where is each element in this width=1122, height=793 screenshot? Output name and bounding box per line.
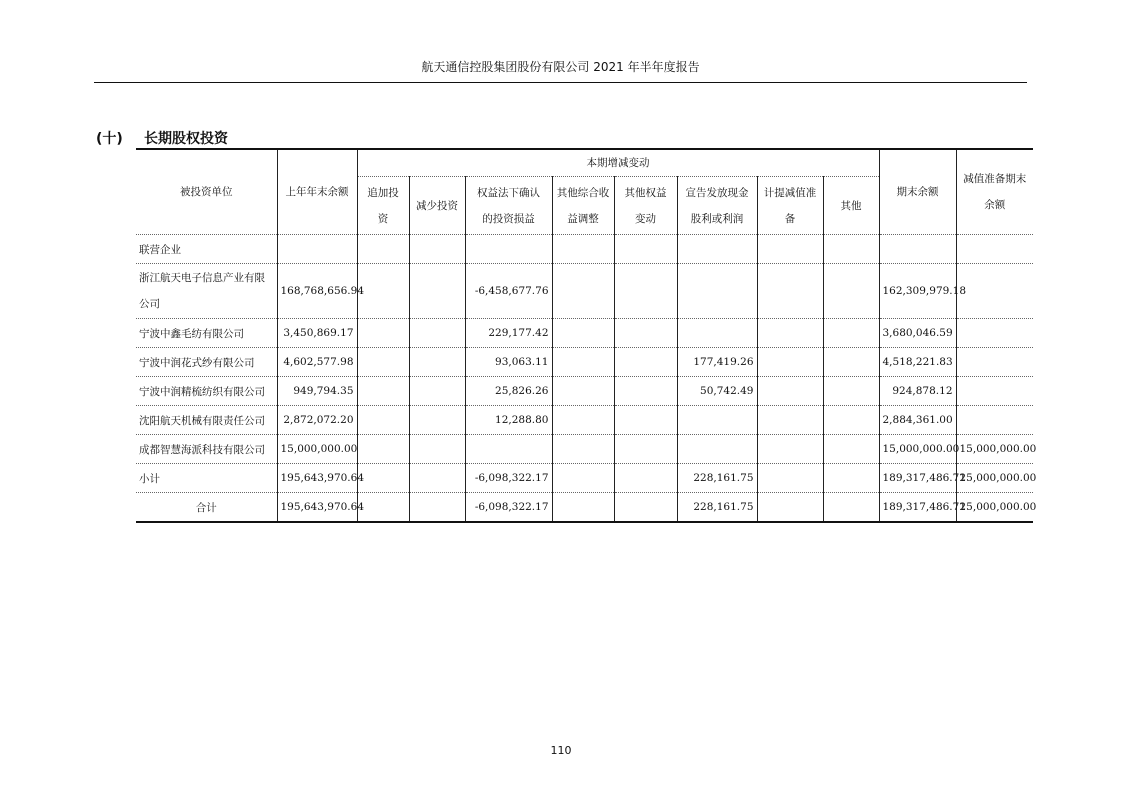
equity-method-income: 229,177.42 [465, 319, 552, 348]
closing-balance: 3,680,046.59 [879, 319, 956, 348]
table-row [136, 319, 1033, 348]
impairment-end [956, 264, 1033, 319]
table-row [136, 406, 1033, 435]
opening-balance: 949,794.35 [277, 377, 357, 406]
col-header-add-investment: 追加投 资 [357, 177, 409, 235]
subtotal-row [136, 464, 1033, 493]
impairment-end: 15,000,000.00 [956, 435, 1033, 464]
closing-balance: 924,878.12 [879, 377, 956, 406]
col-header-opening: 上年年末余额 [277, 149, 357, 235]
equity-method-income [465, 435, 552, 464]
table-row [136, 348, 1033, 377]
opening-balance: 3,450,869.17 [277, 319, 357, 348]
total-opening: 195,643,970.64 [277, 493, 357, 523]
page-number: 110 [550, 744, 572, 757]
investee-name: 宁波中润花式纱有限公司 [136, 348, 277, 377]
equity-investment-table [136, 148, 1037, 523]
total-equity-method-income: -6,098,322.17 [465, 493, 552, 523]
col-header-oci: 其他综合收 益调整 [552, 177, 614, 235]
subtotal-equity-method-income: -6,098,322.17 [465, 464, 552, 493]
subtotal-impairment-end: 15,000,000.00 [956, 464, 1033, 493]
table-row [136, 435, 1033, 464]
dividend [677, 406, 757, 435]
category-row [136, 235, 1033, 264]
col-header-impairment: 计提减值准 备 [757, 177, 823, 235]
opening-balance: 2,872,072.20 [277, 406, 357, 435]
impairment-end [956, 348, 1033, 377]
investee-name: 沈阳航天机械有限责任公司 [136, 406, 277, 435]
col-header-other: 其他 [823, 177, 879, 235]
group-header-changes: 本期增减变动 [357, 149, 879, 177]
opening-balance: 4,602,577.98 [277, 348, 357, 377]
investee-name: 宁波中鑫毛纺有限公司 [136, 319, 277, 348]
col-header-reduce-investment: 减少投资 [409, 177, 465, 235]
page-header [94, 56, 1027, 83]
dividend [677, 319, 757, 348]
dividend [677, 435, 757, 464]
subtotal-closing: 189,317,486.72 [879, 464, 956, 493]
total-label: 合计 [136, 493, 277, 523]
dividend: 50,742.49 [677, 377, 757, 406]
dividend [677, 264, 757, 319]
impairment-end [956, 319, 1033, 348]
col-header-impairment-end: 减值准备期末 余额 [956, 149, 1033, 235]
category-label: 联营企业 [136, 235, 277, 264]
investee-name: 宁波中润精梳纺织有限公司 [136, 377, 277, 406]
section-number: (十) [96, 131, 123, 147]
investee-name: 成都智慧海派科技有限公司 [136, 435, 277, 464]
dividend: 177,419.26 [677, 348, 757, 377]
total-row [136, 493, 1033, 523]
investee-name: 浙江航天电子信息产业有限 公司 [136, 264, 277, 319]
table-header-row-1 [136, 149, 1033, 177]
report-title: 航天通信控股集团股份有限公司 2021 年半年度报告 [421, 60, 700, 74]
total-dividend: 228,161.75 [677, 493, 757, 523]
impairment-end [956, 406, 1033, 435]
equity-method-income: -6,458,677.76 [465, 264, 552, 319]
col-header-other-equity: 其他权益 变动 [614, 177, 677, 235]
equity-method-income: 25,826.26 [465, 377, 552, 406]
col-header-equity-method: 权益法下确认 的投资损益 [465, 177, 552, 235]
table-row [136, 264, 1033, 319]
closing-balance: 162,309,979.18 [879, 264, 956, 319]
col-header-closing: 期末余额 [879, 149, 956, 235]
table-row [136, 377, 1033, 406]
section-title [96, 128, 228, 148]
total-impairment-end: 15,000,000.00 [956, 493, 1033, 523]
equity-method-income: 12,288.80 [465, 406, 552, 435]
closing-balance: 4,518,221.83 [879, 348, 956, 377]
subtotal-dividend: 228,161.75 [677, 464, 757, 493]
equity-method-income: 93,063.11 [465, 348, 552, 377]
subtotal-label: 小计 [136, 464, 277, 493]
col-header-dividend: 宣告发放现金 股利或利润 [677, 177, 757, 235]
closing-balance: 15,000,000.00 [879, 435, 956, 464]
impairment-end [956, 377, 1033, 406]
opening-balance: 168,768,656.94 [277, 264, 357, 319]
opening-balance: 15,000,000.00 [277, 435, 357, 464]
closing-balance: 2,884,361.00 [879, 406, 956, 435]
total-closing: 189,317,486.72 [879, 493, 956, 523]
subtotal-opening: 195,643,970.64 [277, 464, 357, 493]
col-header-investee: 被投资单位 [136, 149, 277, 235]
section-heading: 长期股权投资 [144, 131, 228, 147]
